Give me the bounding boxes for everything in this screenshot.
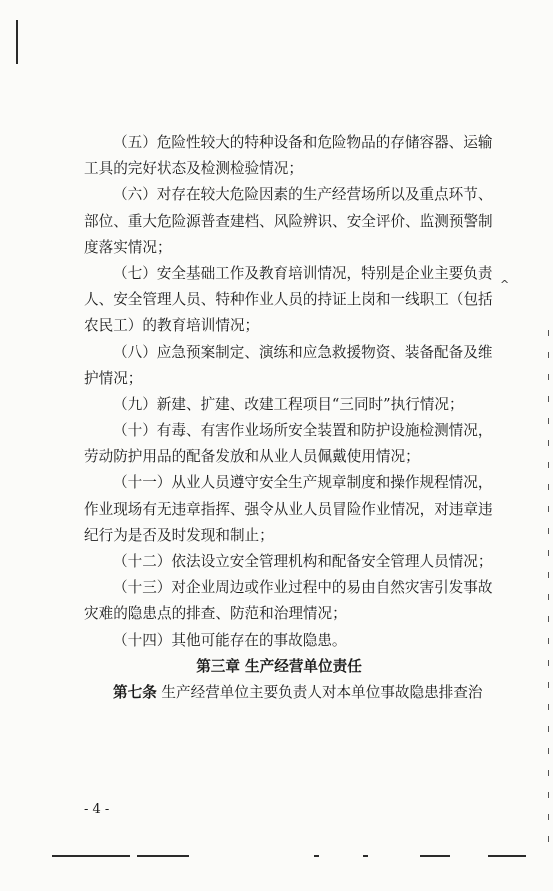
scan-edge-mark: [16, 20, 18, 64]
text-line: 部位、重大危险源普查建档、风险辨识、安全评价、监测预警制: [84, 212, 493, 230]
text-line: 人、安全管理人员、特种作业人员的持证上岗和一线职工（包括: [84, 291, 493, 309]
scan-bottom-mark: [314, 855, 319, 857]
text-line: （十二）依法设立安全管理机构和配备安全管理人员情况；: [113, 553, 493, 570]
scan-bottom-mark: [488, 855, 526, 857]
text-line: （八）应急预案制定、演练和应急救援物资、装备配备及维: [113, 343, 493, 361]
scan-bottom-mark: [420, 855, 450, 857]
article-line: [84, 680, 483, 706]
text-line: 工具的完好状态及检测检验情况；: [84, 160, 303, 178]
text-line: 度落实情况；: [84, 238, 172, 256]
text-line: （九）新建、扩建、改建工程项目“三同时”执行情况；: [113, 395, 464, 413]
text-line: （十三）对企业周边或作业过程中的易由自然灾害引发事故: [113, 579, 493, 597]
text-line: （六）对存在较大危险因素的生产经营场所以及重点环节、: [113, 186, 493, 204]
text-line: 劳动防护用品的配备发放和从业人员佩戴使用情况；: [84, 448, 420, 466]
article-text: 生产经营单位主要负责人对本单位事故隐患排查治: [156, 683, 483, 701]
text-line: 灾难的隐患点的排查、防范和治理情况；: [84, 605, 347, 623]
paragraph-lines: [84, 130, 493, 654]
text-line: （十四）其他可能存在的事故隐患。: [113, 631, 347, 649]
article-number: 第七条: [113, 683, 157, 701]
text-line: （十）有毒、有害作业场所安全装置和防护设施检测情况，: [113, 422, 493, 440]
page-number: - 4 -: [84, 802, 110, 817]
margin-mark: ^: [500, 278, 510, 291]
scan-right-edge: [548, 330, 549, 850]
text-line: （五）危险性较大的特种设备和危险物品的存储容器、运输: [113, 134, 493, 151]
text-line: （十一）从业人员遵守安全生产规章制度和操作规程情况，: [113, 474, 493, 492]
text-line: （七）安全基础工作及教育培训情况，特别是企业主要负责: [113, 264, 493, 282]
text-line: 纪行为是否及时发现和制止；: [84, 526, 274, 544]
scan-bottom-mark: [363, 855, 368, 857]
scan-bottom-mark: [137, 855, 189, 857]
text-line: 作业现场有无违章指挥、强令从业人员冒险作业情况，对违章违: [84, 500, 493, 518]
document-body: [84, 130, 493, 706]
text-line: 农民工）的教育培训情况；: [84, 317, 260, 335]
scan-bottom-mark: [52, 855, 130, 857]
text-line: 护情况；: [84, 369, 143, 387]
chapter-title: 第三章 生产经营单位责任: [196, 657, 362, 675]
